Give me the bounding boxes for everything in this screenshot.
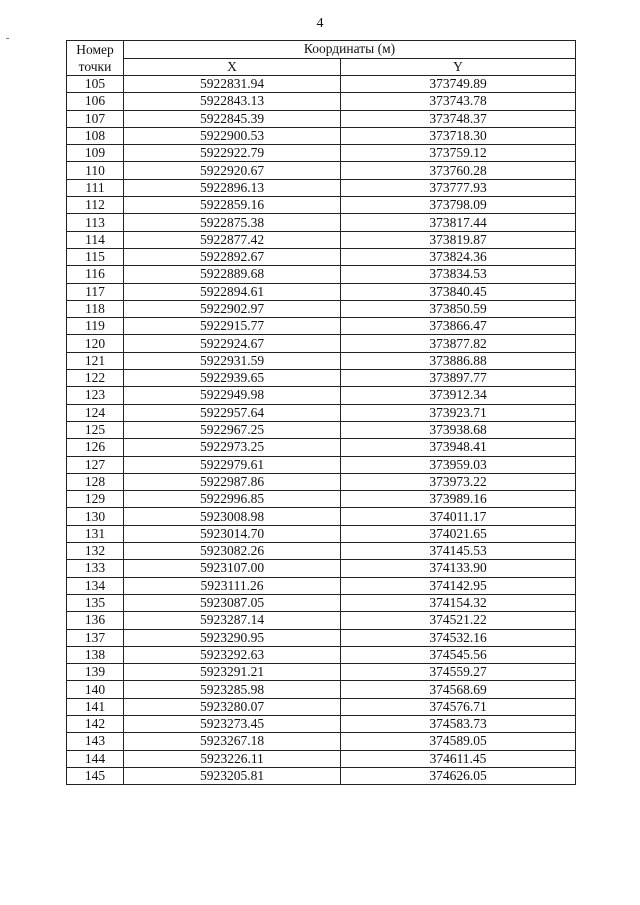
- point-number-cell: 124: [67, 404, 124, 421]
- point-number-cell: 122: [67, 370, 124, 387]
- x-coordinate-cell: 5922920.67: [124, 162, 341, 179]
- table-row: [67, 162, 576, 179]
- table-row: [67, 664, 576, 681]
- x-coordinate-cell: 5922877.42: [124, 231, 341, 248]
- table-row: [67, 283, 576, 300]
- x-coordinate-cell: 5922924.67: [124, 335, 341, 352]
- point-number-cell: 114: [67, 231, 124, 248]
- table-row: [67, 318, 576, 335]
- y-coordinate-cell: 373989.16: [341, 491, 576, 508]
- point-number-cell: 121: [67, 352, 124, 369]
- table-row: [67, 335, 576, 352]
- y-coordinate-cell: 374142.95: [341, 577, 576, 594]
- y-coordinate-cell: 374532.16: [341, 629, 576, 646]
- x-coordinate-cell: 5923285.98: [124, 681, 341, 698]
- table-row: [67, 577, 576, 594]
- point-number-cell: 135: [67, 594, 124, 611]
- y-coordinate-cell: 373777.93: [341, 179, 576, 196]
- x-coordinate-cell: 5922859.16: [124, 197, 341, 214]
- point-number-cell: 113: [67, 214, 124, 231]
- table-row: [67, 439, 576, 456]
- y-coordinate-cell: 374021.65: [341, 525, 576, 542]
- table-body: [67, 76, 576, 785]
- table-row: [67, 525, 576, 542]
- table-row: [67, 352, 576, 369]
- point-number-cell: 112: [67, 197, 124, 214]
- y-coordinate-cell: 374559.27: [341, 664, 576, 681]
- x-coordinate-cell: 5922987.86: [124, 473, 341, 490]
- table-row: [67, 110, 576, 127]
- x-coordinate-cell: 5923111.26: [124, 577, 341, 594]
- table-row: [67, 473, 576, 490]
- point-number-cell: 108: [67, 127, 124, 144]
- x-coordinate-cell: 5922843.13: [124, 93, 341, 110]
- point-number-cell: 105: [67, 76, 124, 93]
- x-coordinate-cell: 5923226.11: [124, 750, 341, 767]
- y-coordinate-cell: 373897.77: [341, 370, 576, 387]
- x-coordinate-cell: 5922896.13: [124, 179, 341, 196]
- y-coordinate-cell: 373948.41: [341, 439, 576, 456]
- table-row: [67, 543, 576, 560]
- point-number-cell: 129: [67, 491, 124, 508]
- y-coordinate-cell: 374576.71: [341, 698, 576, 715]
- table-row: [67, 387, 576, 404]
- table-row: [67, 300, 576, 317]
- y-coordinate-cell: 374611.45: [341, 750, 576, 767]
- x-coordinate-cell: 5922939.65: [124, 370, 341, 387]
- y-coordinate-cell: 373834.53: [341, 266, 576, 283]
- x-coordinate-cell: 5922996.85: [124, 491, 341, 508]
- x-coordinate-cell: 5923273.45: [124, 715, 341, 732]
- y-coordinate-cell: 373866.47: [341, 318, 576, 335]
- x-coordinate-cell: 5923082.26: [124, 543, 341, 560]
- point-number-cell: 137: [67, 629, 124, 646]
- point-number-cell: 142: [67, 715, 124, 732]
- table-row: [67, 248, 576, 265]
- y-column-header: Y: [341, 58, 576, 76]
- x-column-header: X: [124, 58, 341, 76]
- x-coordinate-cell: 5923267.18: [124, 733, 341, 750]
- y-coordinate-cell: 374626.05: [341, 767, 576, 784]
- y-coordinate-cell: 373912.34: [341, 387, 576, 404]
- y-coordinate-cell: 374521.22: [341, 612, 576, 629]
- point-number-cell: 106: [67, 93, 124, 110]
- x-coordinate-cell: 5922892.67: [124, 248, 341, 265]
- table-row: [67, 421, 576, 438]
- point-number-cell: 139: [67, 664, 124, 681]
- y-coordinate-cell: 374133.90: [341, 560, 576, 577]
- y-coordinate-cell: 374154.32: [341, 594, 576, 611]
- table-row: [67, 491, 576, 508]
- y-coordinate-cell: 373824.36: [341, 248, 576, 265]
- table-row: [67, 733, 576, 750]
- margin-mark: [6, 38, 9, 39]
- point-number-cell: 138: [67, 646, 124, 663]
- x-coordinate-cell: 5922902.97: [124, 300, 341, 317]
- y-coordinate-cell: 373877.82: [341, 335, 576, 352]
- x-coordinate-cell: 5922957.64: [124, 404, 341, 421]
- x-coordinate-cell: 5922979.61: [124, 456, 341, 473]
- x-coordinate-cell: 5922831.94: [124, 76, 341, 93]
- point-number-cell: 107: [67, 110, 124, 127]
- point-number-cell: 144: [67, 750, 124, 767]
- table-header: [67, 41, 576, 76]
- point-number-cell: 134: [67, 577, 124, 594]
- table-row: [67, 93, 576, 110]
- table-row: [67, 145, 576, 162]
- y-coordinate-cell: 373819.87: [341, 231, 576, 248]
- y-coordinate-cell: 373923.71: [341, 404, 576, 421]
- point-number-cell: 131: [67, 525, 124, 542]
- table-row: [67, 266, 576, 283]
- table-row: [67, 456, 576, 473]
- x-coordinate-cell: 5922931.59: [124, 352, 341, 369]
- y-coordinate-cell: 373938.68: [341, 421, 576, 438]
- x-coordinate-cell: 5922889.68: [124, 266, 341, 283]
- table-row: [67, 646, 576, 663]
- x-coordinate-cell: 5923280.07: [124, 698, 341, 715]
- page-number: 4: [316, 16, 324, 31]
- table-row: [67, 767, 576, 784]
- y-coordinate-cell: 374589.05: [341, 733, 576, 750]
- y-coordinate-cell: 373743.78: [341, 93, 576, 110]
- y-coordinate-cell: 373973.22: [341, 473, 576, 490]
- x-coordinate-cell: 5922967.25: [124, 421, 341, 438]
- table-row: [67, 508, 576, 525]
- y-coordinate-cell: 374583.73: [341, 715, 576, 732]
- point-number-cell: 130: [67, 508, 124, 525]
- y-coordinate-cell: 373748.37: [341, 110, 576, 127]
- table-row: [67, 560, 576, 577]
- x-coordinate-cell: 5923014.70: [124, 525, 341, 542]
- x-coordinate-cell: 5922875.38: [124, 214, 341, 231]
- x-coordinate-cell: 5922900.53: [124, 127, 341, 144]
- x-coordinate-cell: 5922915.77: [124, 318, 341, 335]
- point-number-cell: 132: [67, 543, 124, 560]
- table-row: [67, 231, 576, 248]
- point-number-cell: 125: [67, 421, 124, 438]
- table-row: [67, 629, 576, 646]
- coordinates-table: [66, 40, 576, 785]
- x-coordinate-cell: 5923291.21: [124, 664, 341, 681]
- y-coordinate-cell: 373850.59: [341, 300, 576, 317]
- table-row: [67, 197, 576, 214]
- point-number-cell: 127: [67, 456, 124, 473]
- point-number-cell: 117: [67, 283, 124, 300]
- y-coordinate-cell: 373817.44: [341, 214, 576, 231]
- y-coordinate-cell: 373840.45: [341, 283, 576, 300]
- point-number-cell: 126: [67, 439, 124, 456]
- x-coordinate-cell: 5923008.98: [124, 508, 341, 525]
- table-row: [67, 715, 576, 732]
- point-number-cell: 136: [67, 612, 124, 629]
- point-number-cell: 110: [67, 162, 124, 179]
- point-number-cell: 119: [67, 318, 124, 335]
- x-coordinate-cell: 5923287.14: [124, 612, 341, 629]
- point-number-cell: 109: [67, 145, 124, 162]
- x-coordinate-cell: 5922922.79: [124, 145, 341, 162]
- point-number-cell: 115: [67, 248, 124, 265]
- x-coordinate-cell: 5923292.63: [124, 646, 341, 663]
- y-coordinate-cell: 373759.12: [341, 145, 576, 162]
- x-coordinate-cell: 5922949.98: [124, 387, 341, 404]
- table-row: [67, 179, 576, 196]
- y-coordinate-cell: 374011.17: [341, 508, 576, 525]
- y-coordinate-cell: 373760.28: [341, 162, 576, 179]
- y-coordinate-cell: 373886.88: [341, 352, 576, 369]
- point-number-header-line2: точки: [78, 59, 112, 74]
- y-coordinate-cell: 373718.30: [341, 127, 576, 144]
- point-number-cell: 111: [67, 179, 124, 196]
- table-row: [67, 404, 576, 421]
- table-row: [67, 127, 576, 144]
- x-coordinate-cell: 5922845.39: [124, 110, 341, 127]
- table-row: [67, 698, 576, 715]
- point-number-cell: 118: [67, 300, 124, 317]
- point-number-cell: 123: [67, 387, 124, 404]
- x-coordinate-cell: 5923290.95: [124, 629, 341, 646]
- point-number-cell: 145: [67, 767, 124, 784]
- point-number-cell: 116: [67, 266, 124, 283]
- point-number-cell: 141: [67, 698, 124, 715]
- table-row: [67, 594, 576, 611]
- x-coordinate-cell: 5923087.05: [124, 594, 341, 611]
- coordinates-header: Координаты (м): [124, 41, 576, 59]
- point-number-cell: 143: [67, 733, 124, 750]
- point-number-cell: 140: [67, 681, 124, 698]
- table-row: [67, 214, 576, 231]
- table-row: [67, 612, 576, 629]
- table-row: [67, 76, 576, 93]
- y-coordinate-cell: 374568.69: [341, 681, 576, 698]
- point-number-cell: 128: [67, 473, 124, 490]
- y-coordinate-cell: 374145.53: [341, 543, 576, 560]
- y-coordinate-cell: 374545.56: [341, 646, 576, 663]
- y-coordinate-cell: 373749.89: [341, 76, 576, 93]
- x-coordinate-cell: 5923107.00: [124, 560, 341, 577]
- point-number-header-line1: Номер: [76, 42, 114, 57]
- point-number-cell: 120: [67, 335, 124, 352]
- x-coordinate-cell: 5923205.81: [124, 767, 341, 784]
- point-number-header: [67, 41, 124, 76]
- table-row: [67, 750, 576, 767]
- table-row: [67, 370, 576, 387]
- y-coordinate-cell: 373798.09: [341, 197, 576, 214]
- y-coordinate-cell: 373959.03: [341, 456, 576, 473]
- table-row: [67, 681, 576, 698]
- point-number-cell: 133: [67, 560, 124, 577]
- x-coordinate-cell: 5922894.61: [124, 283, 341, 300]
- x-coordinate-cell: 5922973.25: [124, 439, 341, 456]
